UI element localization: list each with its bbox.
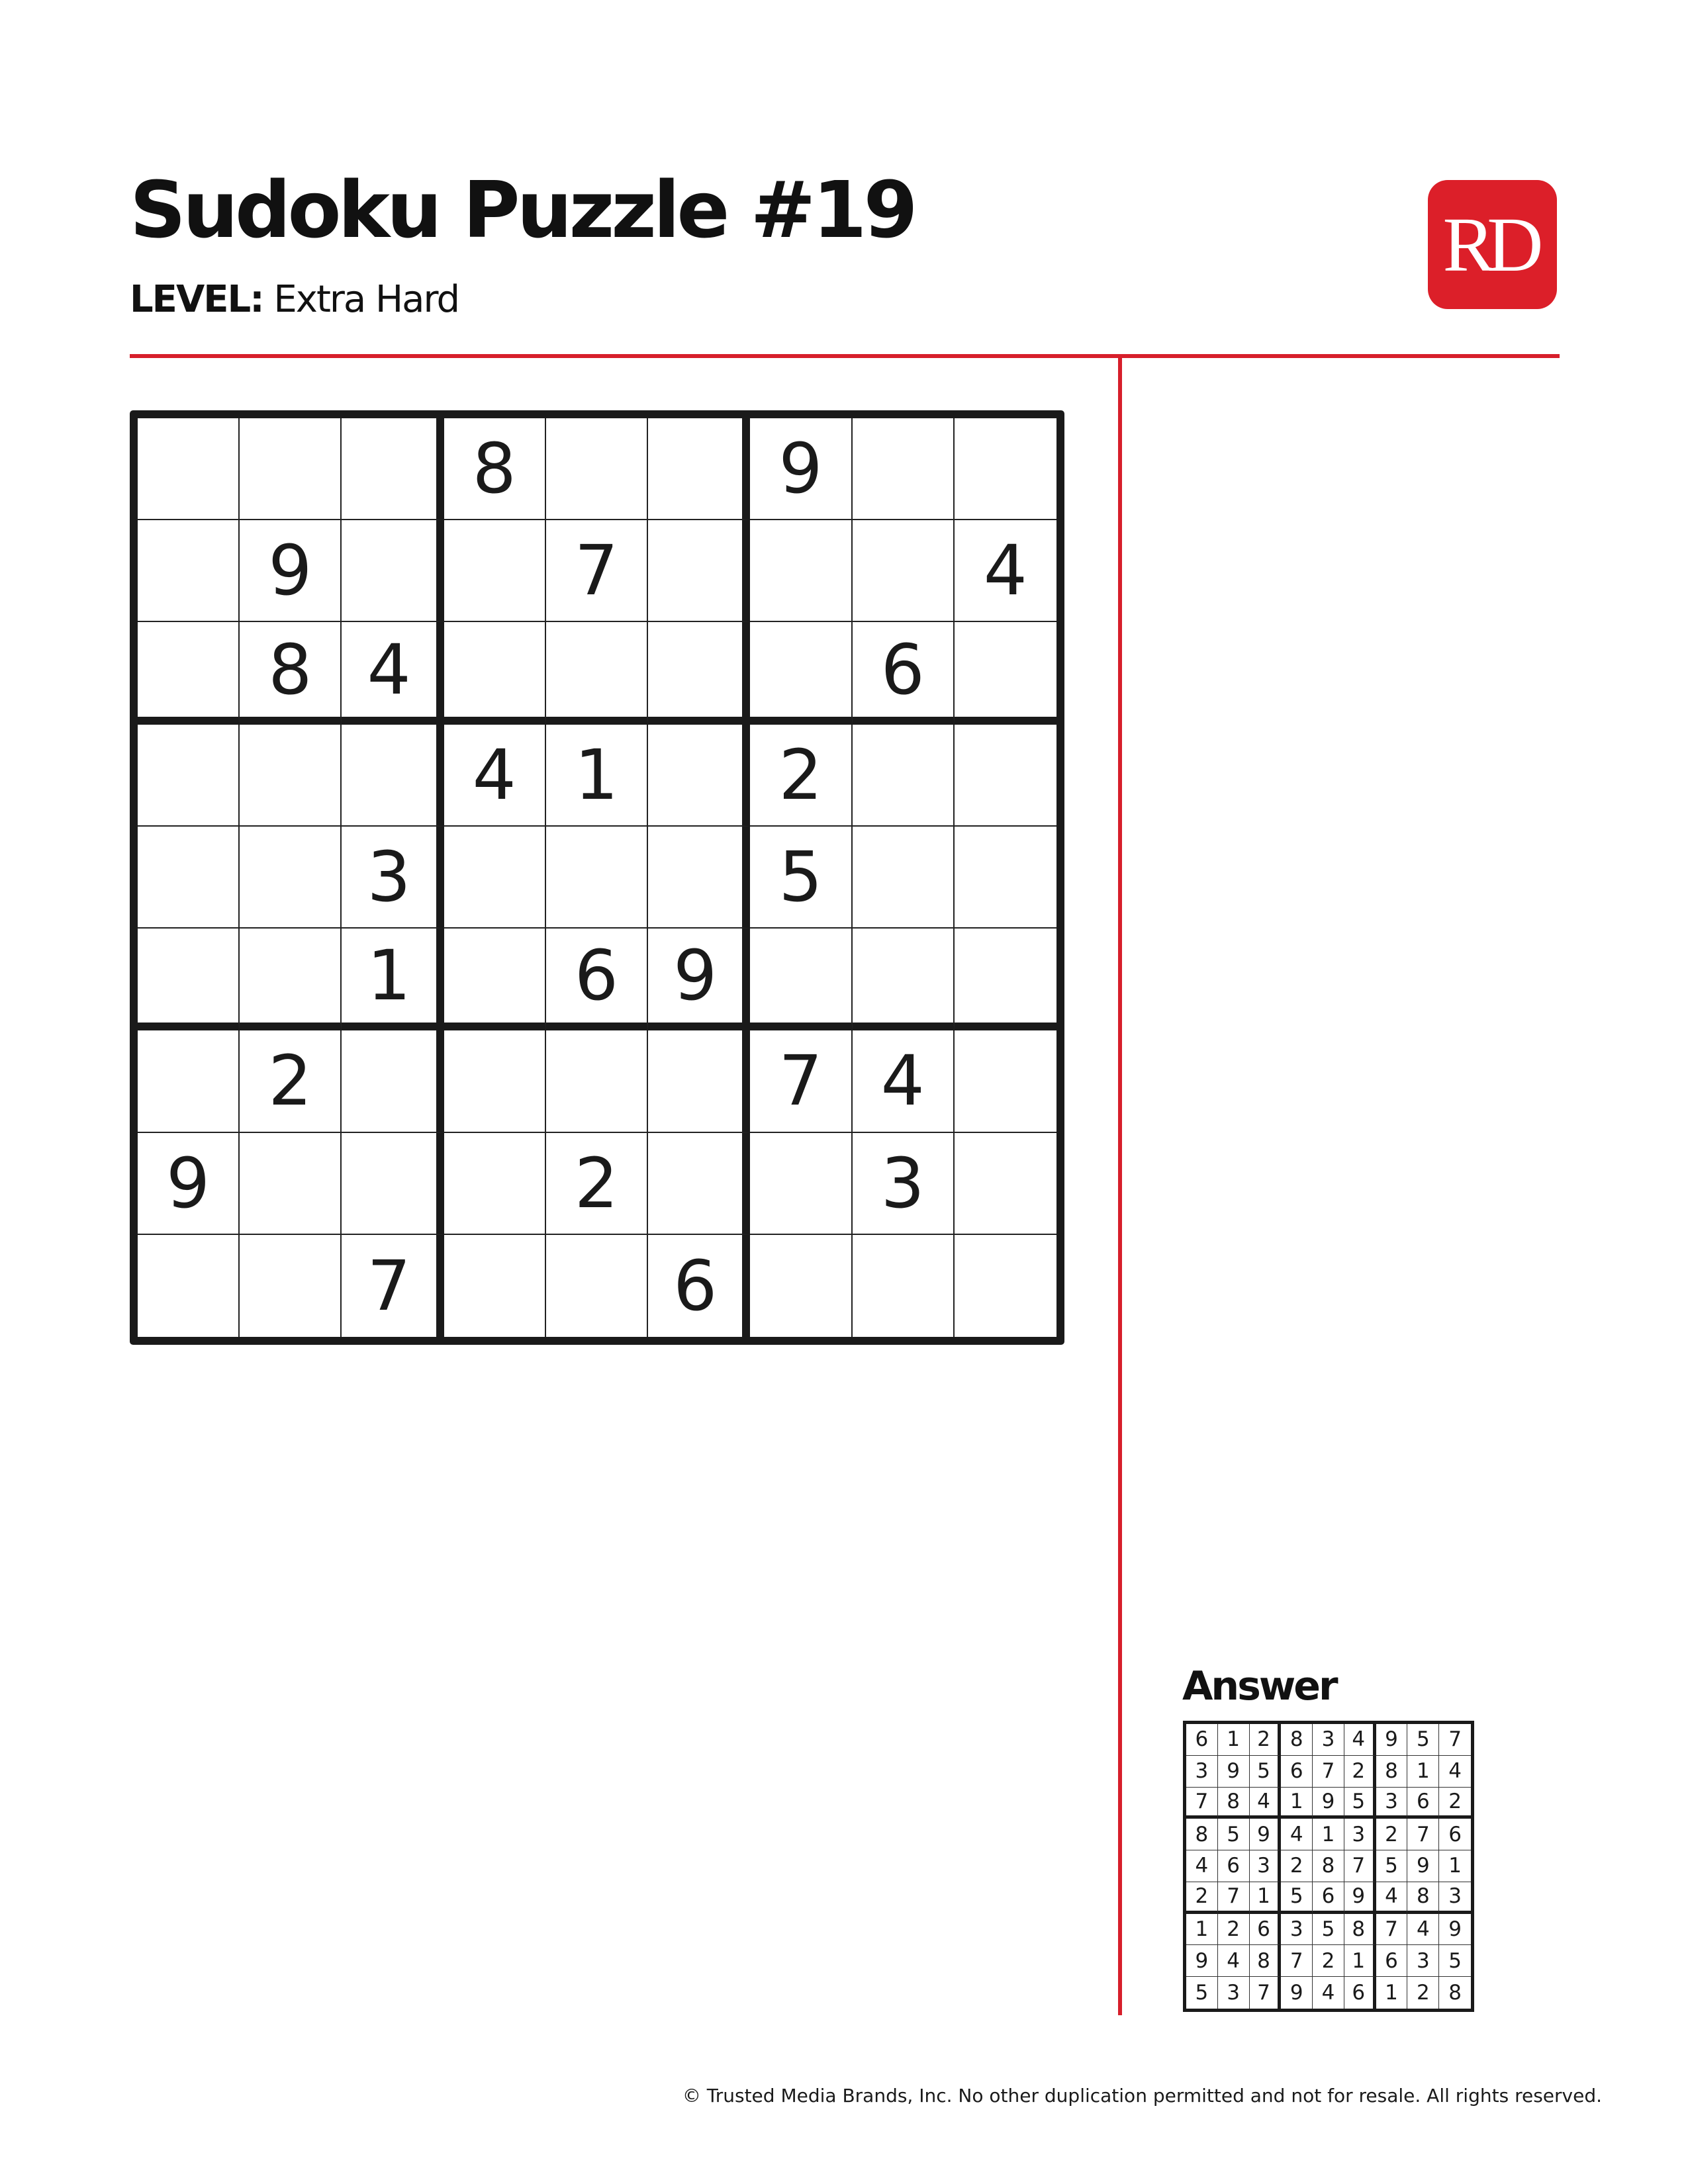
answer-cell-r2c1: 3 [1186, 1756, 1218, 1788]
answer-cell-r2c8: 1 [1407, 1756, 1439, 1788]
answer-cell-r1c8: 5 [1407, 1724, 1439, 1756]
sudoku-cell-r8c3[interactable] [342, 1133, 444, 1235]
sudoku-cell-r7c8[interactable]: 4 [853, 1030, 955, 1132]
answer-cell-r9c5: 4 [1313, 1977, 1344, 2009]
answer-grid [1183, 1721, 1474, 2012]
sudoku-cell-r9c6[interactable]: 6 [648, 1235, 750, 1337]
answer-cell-r1c1: 6 [1186, 1724, 1218, 1756]
sudoku-cell-r8c2[interactable] [240, 1133, 342, 1235]
answer-cell-r2c7: 8 [1376, 1756, 1408, 1788]
sudoku-cell-r6c2[interactable] [240, 929, 342, 1030]
page-title: Sudoku Puzzle #19 [130, 164, 915, 255]
sudoku-cell-r2c9[interactable]: 4 [955, 520, 1056, 622]
sudoku-cell-r5c6[interactable] [648, 827, 750, 929]
answer-cell-r6c6: 9 [1344, 1882, 1376, 1914]
answer-cell-r6c4: 5 [1281, 1882, 1313, 1914]
answer-cell-r7c7: 7 [1376, 1914, 1408, 1946]
answer-cell-r5c3: 3 [1250, 1850, 1282, 1882]
sudoku-cell-r7c9[interactable] [955, 1030, 1056, 1132]
answer-cell-r3c1: 7 [1186, 1788, 1218, 1819]
answer-cell-r2c9: 4 [1439, 1756, 1471, 1788]
answer-cell-r1c5: 3 [1313, 1724, 1344, 1756]
answer-cell-r8c7: 6 [1376, 1945, 1408, 1977]
sudoku-cell-r8c6[interactable] [648, 1133, 750, 1235]
sudoku-cell-r8c4[interactable] [444, 1133, 546, 1235]
answer-cell-r3c3: 4 [1250, 1788, 1282, 1819]
answer-cell-r8c5: 2 [1313, 1945, 1344, 1977]
answer-cell-r8c1: 9 [1186, 1945, 1218, 1977]
sudoku-cell-r5c9[interactable] [955, 827, 1056, 929]
answer-cell-r5c4: 2 [1281, 1850, 1313, 1882]
sudoku-cell-r8c7[interactable] [750, 1133, 852, 1235]
answer-cell-r4c3: 9 [1250, 1819, 1282, 1850]
level-label: LEVEL: [130, 278, 263, 321]
sudoku-cell-r3c9[interactable] [955, 622, 1056, 724]
sudoku-cell-r5c3[interactable]: 3 [342, 827, 444, 929]
answer-cell-r7c3: 6 [1250, 1914, 1282, 1946]
answer-cell-r3c4: 1 [1281, 1788, 1313, 1819]
answer-cell-r1c7: 9 [1376, 1724, 1408, 1756]
answer-cell-r7c8: 4 [1407, 1914, 1439, 1946]
column-divider [1118, 354, 1122, 2015]
answer-cell-r5c9: 1 [1439, 1850, 1471, 1882]
sudoku-cell-r1c6[interactable] [648, 418, 750, 520]
sudoku-cell-r9c2[interactable] [240, 1235, 342, 1337]
sudoku-cell-r9c7[interactable] [750, 1235, 852, 1337]
sudoku-cell-r6c1[interactable] [138, 929, 240, 1030]
sudoku-cell-r3c1[interactable] [138, 622, 240, 724]
sudoku-cell-r7c4[interactable] [444, 1030, 546, 1132]
sudoku-cell-r1c1[interactable] [138, 418, 240, 520]
sudoku-cell-r1c4[interactable]: 8 [444, 418, 546, 520]
answer-cell-r5c8: 9 [1407, 1850, 1439, 1882]
sudoku-cell-r7c3[interactable] [342, 1030, 444, 1132]
sudoku-cell-r7c1[interactable] [138, 1030, 240, 1132]
answer-cell-r6c3: 1 [1250, 1882, 1282, 1914]
header-divider [130, 354, 1560, 358]
sudoku-cell-r3c4[interactable] [444, 622, 546, 724]
answer-cell-r4c2: 5 [1218, 1819, 1250, 1850]
answer-cell-r9c8: 2 [1407, 1977, 1439, 2009]
sudoku-cell-r3c6[interactable] [648, 622, 750, 724]
answer-cell-r5c7: 5 [1376, 1850, 1408, 1882]
sudoku-cell-r8c1[interactable]: 9 [138, 1133, 240, 1235]
sudoku-cell-r9c4[interactable] [444, 1235, 546, 1337]
answer-cell-r9c7: 1 [1376, 1977, 1408, 2009]
sudoku-cell-r7c5[interactable] [546, 1030, 648, 1132]
answer-cell-r8c4: 7 [1281, 1945, 1313, 1977]
answer-cell-r1c9: 7 [1439, 1724, 1471, 1756]
sudoku-cell-r4c1[interactable] [138, 725, 240, 827]
sudoku-cell-r1c9[interactable] [955, 418, 1056, 520]
sudoku-cell-r8c5[interactable]: 2 [546, 1133, 648, 1235]
answer-cell-r7c6: 8 [1344, 1914, 1376, 1946]
answer-cell-r8c6: 1 [1344, 1945, 1376, 1977]
sudoku-cell-r2c7[interactable] [750, 520, 852, 622]
answer-cell-r2c2: 9 [1218, 1756, 1250, 1788]
sudoku-cell-r3c5[interactable] [546, 622, 648, 724]
sudoku-cell-r9c1[interactable] [138, 1235, 240, 1337]
answer-cell-r9c3: 7 [1250, 1977, 1282, 2009]
rd-logo [1428, 180, 1557, 309]
sudoku-cell-r4c5[interactable]: 1 [546, 725, 648, 827]
sudoku-cell-r6c8[interactable] [853, 929, 955, 1030]
sudoku-cell-r3c2[interactable]: 8 [240, 622, 342, 724]
answer-cell-r6c5: 6 [1313, 1882, 1344, 1914]
sudoku-cell-r5c5[interactable] [546, 827, 648, 929]
sudoku-cell-r3c3[interactable]: 4 [342, 622, 444, 724]
answer-cell-r4c4: 4 [1281, 1819, 1313, 1850]
sudoku-cell-r6c3[interactable]: 1 [342, 929, 444, 1030]
answer-cell-r3c8: 6 [1407, 1788, 1439, 1819]
answer-cell-r3c7: 3 [1376, 1788, 1408, 1819]
answer-cell-r5c2: 6 [1218, 1850, 1250, 1882]
sudoku-cell-r2c5[interactable]: 7 [546, 520, 648, 622]
copyright-footer: © Trusted Media Brands, Inc. No other duplication permitted and not for resale. All rights reserved. [682, 2085, 1602, 2107]
answer-cell-r1c3: 2 [1250, 1724, 1282, 1756]
sudoku-cell-r1c8[interactable] [853, 418, 955, 520]
sudoku-cell-r8c8[interactable]: 3 [853, 1133, 955, 1235]
sudoku-cell-r5c2[interactable] [240, 827, 342, 929]
sudoku-cell-r5c1[interactable] [138, 827, 240, 929]
sudoku-cell-r4c8[interactable] [853, 725, 955, 827]
sudoku-cell-r6c6[interactable]: 9 [648, 929, 750, 1030]
answer-cell-r5c1: 4 [1186, 1850, 1218, 1882]
sudoku-cell-r5c7[interactable]: 5 [750, 827, 852, 929]
answer-cell-r8c8: 3 [1407, 1945, 1439, 1977]
answer-cell-r4c6: 3 [1344, 1819, 1376, 1850]
answer-cell-r2c4: 6 [1281, 1756, 1313, 1788]
answer-cell-r3c9: 2 [1439, 1788, 1471, 1819]
answer-cell-r4c7: 2 [1376, 1819, 1408, 1850]
answer-cell-r9c9: 8 [1448, 1981, 1462, 2005]
sudoku-cell-r3c8[interactable]: 6 [853, 622, 955, 724]
answer-cell-r7c4: 3 [1281, 1914, 1313, 1946]
answer-cell-r9c6: 6 [1344, 1977, 1376, 2009]
sudoku-cell-r2c6[interactable] [648, 520, 750, 622]
sudoku-cell-r5c4[interactable] [444, 827, 546, 929]
sudoku-board [130, 410, 1064, 1345]
answer-cell-r4c1: 8 [1186, 1819, 1218, 1850]
answer-cell-r6c7: 4 [1376, 1882, 1408, 1914]
answer-cell-r6c8: 8 [1407, 1882, 1439, 1914]
answer-cell-r3c6: 5 [1344, 1788, 1376, 1819]
answer-cell-r4c5: 1 [1313, 1819, 1344, 1850]
sudoku-cell-r4c9[interactable] [955, 725, 1056, 827]
answer-cell-r7c5: 5 [1313, 1914, 1344, 1946]
sudoku-cell-r1c3[interactable] [342, 418, 444, 520]
sudoku-cell-r9c3[interactable]: 7 [342, 1235, 444, 1337]
sudoku-cell-r4c3[interactable] [342, 725, 444, 827]
answer-cell-r6c1: 2 [1186, 1882, 1218, 1914]
sudoku-cell-r5c8[interactable] [853, 827, 955, 929]
answer-cell-r7c9: 9 [1439, 1914, 1471, 1946]
sudoku-cell-r6c5[interactable]: 6 [546, 929, 648, 1030]
sudoku-cell-r2c2[interactable]: 9 [240, 520, 342, 622]
sudoku-cell-r4c2[interactable] [240, 725, 342, 827]
sudoku-cell-r3c7[interactable] [750, 622, 852, 724]
answer-cell-r8c2: 4 [1218, 1945, 1250, 1977]
sudoku-cell-r1c5[interactable] [546, 418, 648, 520]
sudoku-cell-r9c8[interactable] [853, 1235, 955, 1337]
sudoku-cell-r4c6[interactable] [648, 725, 750, 827]
sudoku-cell-r4c4[interactable]: 4 [444, 725, 546, 827]
answer-cell-r5c5: 8 [1313, 1850, 1344, 1882]
sudoku-cell-r4c7[interactable]: 2 [750, 725, 852, 827]
answer-cell-r8c3: 8 [1250, 1945, 1282, 1977]
sudoku-cell-r9c9[interactable] [955, 1235, 1056, 1337]
answer-cell-r2c6: 2 [1344, 1756, 1376, 1788]
sudoku-cell-r2c8[interactable] [853, 520, 955, 622]
rd-logo-text: RD [1442, 201, 1536, 288]
answer-cell-r1c6: 4 [1344, 1724, 1376, 1756]
sudoku-cell-r6c9[interactable] [955, 929, 1056, 1030]
answer-cell-r3c5: 9 [1313, 1788, 1344, 1819]
answer-cell-r7c2: 2 [1218, 1914, 1250, 1946]
answer-cell-r9c2: 3 [1218, 1977, 1250, 2009]
answer-cell-r6c9: 3 [1439, 1882, 1471, 1914]
sudoku-cell-r2c1[interactable] [138, 520, 240, 622]
sudoku-cell-r7c7[interactable]: 7 [750, 1030, 852, 1132]
sudoku-cell-r7c6[interactable] [648, 1030, 750, 1132]
answer-cell-r1c2: 1 [1218, 1724, 1250, 1756]
sudoku-cell-r6c4[interactable] [444, 929, 546, 1030]
answer-cell-r8c9: 5 [1439, 1945, 1471, 1977]
answer-cell-r9c1: 5 [1186, 1977, 1218, 2009]
answer-cell-r2c3: 5 [1250, 1756, 1282, 1788]
sudoku-cell-r2c4[interactable] [444, 520, 546, 622]
answer-title: Answer [1182, 1663, 1336, 1709]
sudoku-cell-r2c3[interactable] [342, 520, 444, 622]
answer-cell-r5c6: 7 [1344, 1850, 1376, 1882]
answer-cell-r7c1: 1 [1186, 1914, 1218, 1946]
answer-cell-r1c4: 8 [1281, 1724, 1313, 1756]
answer-cell-r2c5: 7 [1313, 1756, 1344, 1788]
sudoku-cell-r9c5[interactable] [546, 1235, 648, 1337]
difficulty-level [130, 278, 459, 321]
sudoku-cell-r7c2[interactable]: 2 [240, 1030, 342, 1132]
sudoku-cell-r1c7[interactable]: 9 [750, 418, 852, 520]
sudoku-cell-r6c7[interactable] [750, 929, 852, 1030]
sudoku-cell-r8c9[interactable] [955, 1133, 1056, 1235]
answer-cell-r9c4: 9 [1281, 1977, 1313, 2009]
answer-cell-r6c2: 7 [1218, 1882, 1250, 1914]
level-value: Extra Hard [273, 278, 459, 321]
answer-cell-r3c2: 8 [1218, 1788, 1250, 1819]
sudoku-cell-r1c2[interactable] [240, 418, 342, 520]
answer-cell-r4c8: 7 [1407, 1819, 1439, 1850]
answer-cell-r4c9: 6 [1439, 1819, 1471, 1850]
